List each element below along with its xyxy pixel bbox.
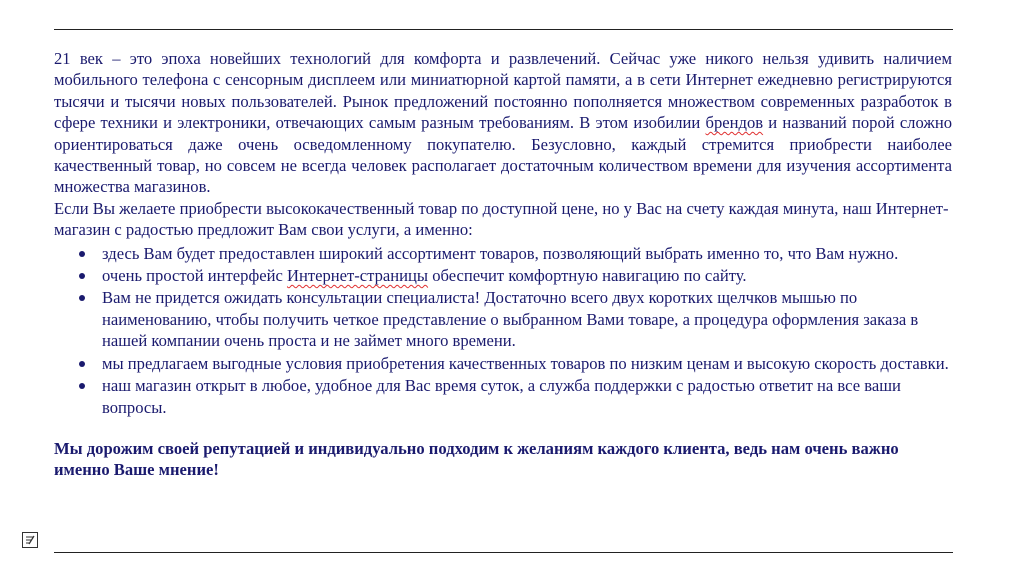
benefits-list bbox=[54, 243, 952, 418]
intro-text: 21 век – это эпоха новейших технологий для комфорта и развлечений. Сейчас уже никого нельзя удивить наличием мобильного телефона с сенсорным дисплеем или миниатюрной картой памяти, а в сети Интернет ежедневно регистрируются тысячи и тысячи новых пользователей. Рынок предложений постоянно пополняется множеством современных разработок в сфере техники и электроники, отвечающих самым разным требованиям. bbox=[54, 49, 952, 133]
list-item-text-b: обеспечит комфортную навигацию по сайту. bbox=[428, 266, 747, 286]
spellcheck-word-brands[interactable]: брендов bbox=[705, 113, 764, 133]
brands-text-b: и названий порой сложно ориентироваться даже очень осведомленному покупателю. Безусловно, каждый стремится приобрести наиболее качественный товар, но совсем не всегда человек располагает достаточным количеством времени для изучения ассортимента множества магазинов. bbox=[54, 113, 952, 197]
list-item[interactable] bbox=[54, 375, 952, 418]
list-item-text: наш магазин открыт в любое, удобное для Вас время суток, а служба поддержки с радостью ответит на все ваши вопросы. bbox=[102, 376, 901, 417]
list-item-text: мы предлагаем выгодные условия приобретения качественных товаров по низким ценам и высокую скорость доставки. bbox=[102, 353, 949, 373]
list-item[interactable] bbox=[54, 287, 952, 351]
offer-paragraph[interactable]: Если Вы желаете приобрести высококачественный товар по доступной цене, но у Вас на счету каждая минута, наш Интернет-магазин с радостью предложит Вам свои услуги, а именно: bbox=[54, 198, 949, 240]
list-item-text: Вам не придется ожидать консультации специалиста! Достаточно всего двух коротких щелчков мышью по наименованию, чтобы получить четкое представление о выбранном Вами товаре, а процедура оформления заказа в нашей компании очень проста и не займет много времени. bbox=[102, 288, 919, 351]
document-body[interactable] bbox=[54, 48, 952, 481]
intro-paragraph[interactable] bbox=[54, 48, 952, 198]
list-item[interactable] bbox=[54, 243, 952, 264]
bottom-rule bbox=[54, 552, 953, 553]
edit-text-icon-glyph bbox=[23, 533, 37, 547]
top-rule bbox=[54, 29, 953, 30]
list-item[interactable] bbox=[54, 353, 952, 374]
bullet-icon bbox=[79, 383, 85, 389]
spellcheck-word-internet-page[interactable]: Интернет-страницы bbox=[286, 266, 429, 286]
brands-text-a: В этом изобилии bbox=[579, 113, 706, 133]
bullet-icon bbox=[79, 295, 85, 301]
bullet-icon bbox=[79, 251, 85, 257]
list-item-text: здесь Вам будет предоставлен широкий ассортимент товаров, позволяющий выбрать именно то, что Вам нужно. bbox=[102, 243, 899, 263]
bullet-icon bbox=[79, 273, 85, 279]
bullet-icon bbox=[79, 361, 85, 367]
list-item-text-a: очень простой интерфейс bbox=[102, 266, 287, 286]
list-item[interactable] bbox=[54, 265, 952, 286]
edit-text-icon[interactable] bbox=[22, 532, 38, 548]
closing-statement[interactable]: Мы дорожим своей репутацией и индивидуально подходим к желаниям каждого клиента, ведь нам очень важно именно Ваше мнение! bbox=[54, 438, 899, 480]
